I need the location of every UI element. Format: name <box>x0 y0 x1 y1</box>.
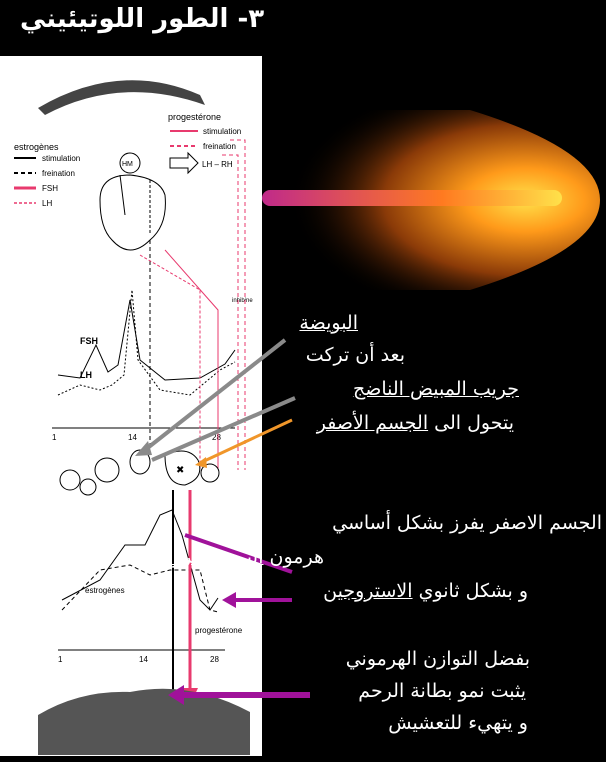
legend-estrogenes: estrogènes <box>14 142 59 152</box>
a2-line2-term: البروجسترون <box>159 546 264 568</box>
ovary-cycle <box>60 450 219 495</box>
feedback-lines <box>140 140 245 470</box>
a1-line2-wrap <box>306 344 405 366</box>
bottom-chart <box>58 510 243 664</box>
a1-line4-term: الجسم الأصفر <box>316 412 429 434</box>
annotation-corpus <box>332 512 602 534</box>
a1-line3: جريب المبيض الناضج <box>352 378 519 400</box>
legend-lhrh: LH – RH <box>202 160 233 169</box>
a2-line2-wrap <box>159 546 324 568</box>
inhibine-label: inhibine <box>232 298 253 304</box>
endometrium-top <box>38 80 205 115</box>
tick-14-top: 14 <box>128 433 137 442</box>
tick-28-top: 28 <box>212 433 221 442</box>
a3-line3-wrap <box>388 712 528 734</box>
a1-line4-wrap <box>317 412 514 434</box>
hm-label: HM <box>122 161 133 168</box>
a3-line1: بفضل التوازن الهرموني <box>345 648 530 670</box>
legend-frein-left: freination <box>42 169 75 178</box>
a2-line3-wrap <box>323 580 528 602</box>
lh-label: LH <box>80 370 92 380</box>
fsh-label: FSH <box>80 336 98 346</box>
glow-shape <box>262 110 600 290</box>
a1-line1: البويضة <box>299 312 358 334</box>
top-chart <box>52 290 253 442</box>
a3-line2: يثبت نمو بطانة الرحم <box>358 680 526 702</box>
a3-line2-wrap <box>358 680 526 702</box>
a1-line2: بعد أن تركت <box>305 344 405 366</box>
progesterone-label: progestérone <box>195 626 243 635</box>
legend-fsh: FSH <box>42 184 58 193</box>
a2-line3-prefix: و بشكل ثانوي <box>412 580 528 602</box>
a2-line3-term: الاستروجين <box>323 580 413 602</box>
legend-progesterone: progestérone <box>168 112 222 122</box>
tick-1-bottom: 1 <box>58 655 63 664</box>
legend-stim-right: stimulation <box>203 127 242 136</box>
annotation-ovum <box>299 312 358 334</box>
legend-stim-left: stimulation <box>42 154 81 163</box>
tick-28-bottom: 28 <box>210 655 219 664</box>
annotation-balance <box>346 648 530 670</box>
page-title: ٣- الطور اللوتيئيني <box>20 4 265 34</box>
tick-14-bottom: 14 <box>139 655 148 664</box>
legend-frein-right: freination <box>203 142 236 151</box>
a2-line1: الجسم الاصفر يفرز بشكل أساسي <box>332 512 602 534</box>
endometrium-bottom <box>38 689 250 755</box>
tick-1-top: 1 <box>52 433 57 442</box>
a2-line2-prefix: هرمون <box>263 546 324 568</box>
estrogenes-label: estrogènes <box>85 586 125 595</box>
pituitary-drawing <box>100 153 165 250</box>
legend-lh: LH <box>42 199 53 208</box>
a1-line3-wrap <box>353 378 519 400</box>
a3-line3: و يتهيء للتعشيش <box>388 712 528 734</box>
svg-text:✖: ✖ <box>176 465 185 476</box>
a1-line4-prefix: يتحول الى <box>428 412 514 434</box>
